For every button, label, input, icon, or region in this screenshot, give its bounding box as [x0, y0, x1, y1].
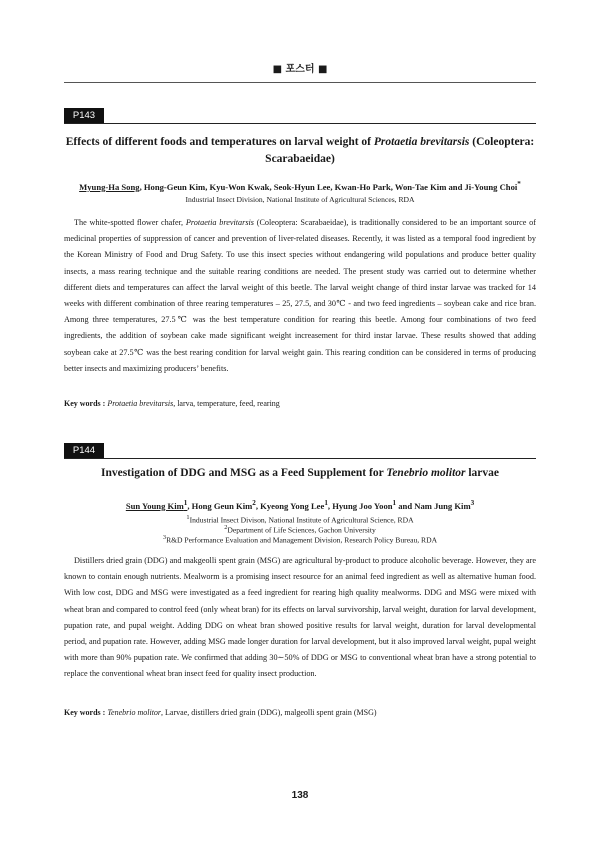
- title-text: larvae: [465, 467, 500, 479]
- badge-rule: [64, 123, 536, 124]
- affil-mark: 1: [186, 514, 190, 521]
- coauthor: [256, 501, 328, 511]
- affiliation: [64, 533, 536, 546]
- abstract-title: [64, 134, 536, 168]
- title-species: Protaetia brevitarsis: [373, 136, 470, 148]
- presenter-name: Sun Young Kim: [125, 500, 184, 511]
- abstract-text: (Coleoptera: Scarabaeidae), is traditionally considered to be an important source of medicinal properties of suppression of cancer and prevention of liver-related diseases. Recently, it was listed as a temporal food ingredient by the Korean Ministry of Food and Drug Safety. To use this insect species without endangering wild populations and produce better quality insects, a mass rearing technique and the suitable rearing conditions are needed. The present study was carried out to determine whether different diets and temperatures can affect the larval weight of this beetle. The larval weight change of third instar larvae was tracked for 14 weeks with different combination of three rearing temperatures – 25, 27.5, and 30℃ - and two feed ingredients – soybean cake and rice bran. Among three temperatures, 27.5℃ was the best temperature condition for rearing this beetle. Among four combinations of two feed ingredients, the addition of soybean cake made significant weight increasement for third instar larvae. These results showed that adding soybean cake at 27.5℃ was the best rearing condition for larval weight gain. This rearing condition can be considered in terms of producing better insects and maximizing producers’ benefits.: [64, 218, 536, 373]
- badge-rule: [64, 458, 536, 459]
- poster-id-badge: P143: [64, 108, 104, 123]
- keywords: [64, 398, 536, 409]
- coauthor: [328, 501, 396, 511]
- keywords-list: , larva, temperature, feed, rearing: [173, 399, 280, 408]
- title-text: Effects of different foods and temperatures on larval weight of: [65, 136, 374, 148]
- presenting-author: [126, 501, 188, 511]
- presenting-author: Myung-Ha Song: [79, 181, 140, 192]
- keywords-label: Key words :: [64, 399, 106, 408]
- affiliation-text: Department of Life Sciences, Gachon University: [227, 525, 376, 535]
- corresponding-mark: *: [517, 180, 521, 188]
- keywords: [64, 707, 536, 718]
- title-text: (Coleoptera: Scarabaeidae): [265, 136, 535, 165]
- keywords-list: , Larvae, distillers dried grain (DDG), malgeolli spent grain (MSG): [161, 708, 377, 717]
- affil-mark: 1: [324, 499, 328, 507]
- author-list: [64, 178, 536, 193]
- affiliation-text: R&D Performance Evaluation and Management Division, Research Policy Bureau, RDA: [166, 535, 438, 545]
- author-list: [64, 497, 536, 512]
- poster-id-badge: P144: [64, 443, 104, 458]
- affil-mark: 3: [162, 534, 167, 541]
- affil-mark: 2: [252, 499, 256, 507]
- affil-mark: 1: [183, 499, 188, 507]
- title-text: Investigation of DDG and MSG as a Feed Supplement for: [100, 467, 387, 479]
- coauthor-name: , Hong Geun Kim: [187, 500, 253, 511]
- keywords-label: Key words :: [64, 708, 106, 717]
- coauthors: , Hong-Geun Kim, Kyu-Won Kwak, Seok-Hyun Lee, Kwan-Ho Park, Won-Tae Kim and Ji-Young Choi: [139, 181, 518, 192]
- affiliation: Industrial Insect Division, National Institute of Agricultural Sciences, RDA: [185, 195, 415, 204]
- keyword-species: Protaetia brevitarsis: [107, 399, 174, 408]
- affil-mark: 1: [392, 499, 397, 507]
- abstract-body: Distillers dried grain (DDG) and makgeolli spent grain (MSG) are agricultural by-product to produce alcoholic beverage. However, they are known to contain enough nutrients. Mealworm is a promising insect resource for an animal feed ingredient as well as alternative human food. With low cost, DDG and MSG were investigated as a feed ingredient for rearing high quality mealworms. DDG and MSG were mixed with wheat bran and compared to control feed (only wheat bran) for its effects on larval survivorship, larval weight, duration for larval development, pupation rate, and pupal weight. Adding DDG on wheat bran showed positive results for larval weight, duration for larval developmental period, and pupation rate. However, adding MSG made longer duration for larval development, but it also improved larval weight, pupal weight with more than 90% pupation rate. We confirmed that adding 30∼50% of DDG or MSG to conventional wheat bran have a strong potential to replace the conventional wheat bran insect feed for quality insect production.: [64, 556, 536, 679]
- page-number: 138: [291, 790, 309, 801]
- page-header: ■ 포스터 ■: [272, 64, 328, 75]
- keyword-species: Tenebrio molitor: [107, 708, 162, 717]
- header-rule: [64, 82, 536, 83]
- affil-mark: 3: [470, 499, 475, 507]
- abstract-title: [64, 465, 536, 482]
- abstract-text: The white-spotted flower chafer,: [74, 218, 186, 227]
- coauthor: [396, 501, 474, 511]
- affil-mark: 2: [224, 524, 228, 531]
- coauthor-name: , Kyeong Yong Lee: [255, 500, 325, 511]
- abstract-body: [64, 215, 536, 377]
- coauthor-name: , Hyung Joo Yoon: [327, 500, 393, 511]
- coauthor-name: and Nam Jung Kim: [396, 500, 471, 511]
- coauthor: [187, 501, 256, 511]
- abstract-species: Protaetia brevitarsis: [185, 218, 254, 227]
- title-species: Tenebrio molitor: [386, 467, 466, 479]
- affiliation-text: Industrial Insect Divison, National Institute of Agricultural Science, RDA: [189, 515, 414, 525]
